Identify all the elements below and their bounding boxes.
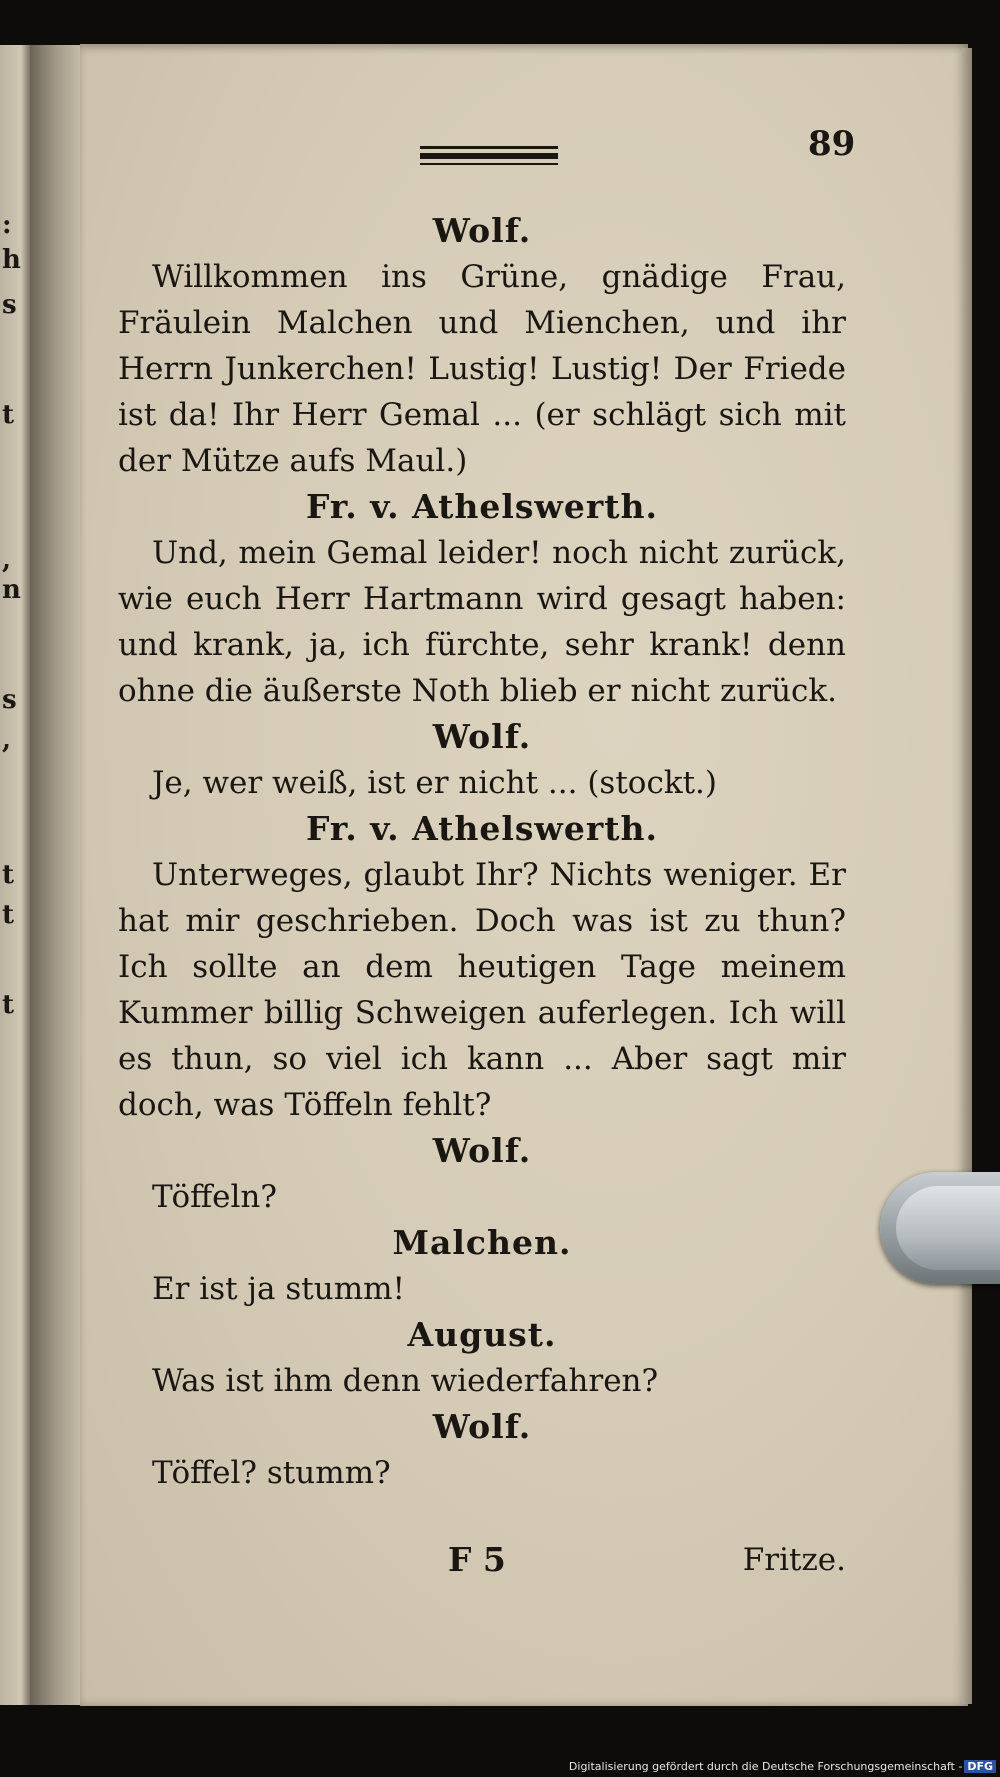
- speaker-heading: Fr. v. Athelswerth.: [306, 809, 658, 848]
- left-page-fragment: t: [2, 900, 15, 930]
- left-page-edge: [0, 45, 30, 1705]
- speaker-heading: Wolf.: [432, 1407, 532, 1446]
- speaker-heading: Wolf.: [432, 1131, 532, 1170]
- page-footer: [118, 1540, 846, 1590]
- speech-paragraph: Unterweges, glaubt Ihr? Nichts weniger. Er hat mir geschrieben. Doch was ist zu thun? Ich sollte an dem heutigen Tage meinem Kummer billig Schweigen auferlegen. Ich will es thun, so viel ich kann ... Aber sagt mir doch, was Töffeln fehlt?: [118, 857, 846, 1123]
- page-edge: [962, 48, 972, 1704]
- play-text: [118, 208, 846, 1496]
- header-rule: [420, 146, 558, 169]
- left-page-fragment: n: [2, 575, 21, 605]
- speech-paragraph: Er ist ja stumm!: [152, 1271, 405, 1307]
- speaker-heading: Wolf.: [432, 211, 532, 250]
- speaker-heading: Wolf.: [432, 717, 532, 756]
- speaker-heading: Fr. v. Athelswerth.: [306, 487, 658, 526]
- speech-paragraph: Und, mein Gemal leider! noch nicht zurück, wie euch Herr Hartmann wird gesagt haben: und krank, ja, ich fürchte, sehr krank! denn ohne die äußerste Noth blieb er nicht zurück.: [118, 535, 846, 709]
- speaker-heading: Malchen.: [392, 1223, 572, 1262]
- left-page-fragment: s: [2, 290, 17, 320]
- digitization-credit: [569, 1760, 996, 1773]
- page-clip: [880, 1172, 1000, 1284]
- speaker-heading: August.: [407, 1315, 557, 1354]
- speech-paragraph: Töffeln?: [152, 1179, 278, 1215]
- page-number: 89: [808, 124, 856, 164]
- credit-text: Digitalisierung gefördert durch die Deutsche Forschungsgemeinschaft -: [568, 1760, 963, 1773]
- left-page-fragment: t: [2, 990, 15, 1020]
- catchword: Fritze.: [742, 1542, 846, 1578]
- left-page-fragment: :: [2, 210, 12, 240]
- speech-paragraph: Töffel? stumm?: [152, 1455, 391, 1491]
- page-clip-highlight: [896, 1186, 1000, 1270]
- signature-mark: F 5: [448, 1540, 506, 1579]
- speech-paragraph: Was ist ihm denn wiederfahren?: [152, 1363, 659, 1399]
- left-page-fragment: t: [2, 400, 15, 430]
- left-page-fragment: ,: [2, 725, 12, 755]
- left-page-fragment: h: [2, 245, 21, 275]
- left-page-fragment: s: [2, 685, 17, 715]
- left-page-fragment: t: [2, 860, 15, 890]
- left-page-text-fragments: [0, 45, 30, 1705]
- dfg-logo: DFG: [964, 1760, 996, 1773]
- speech-paragraph: Willkommen ins Grüne, gnädige Frau, Fräulein Malchen und Mienchen, und ihr Herrn Junkerchen! Lustig! Lustig! Der Friede ist da! Ihr Herr Gemal ... (er schlägt sich mit der Mütze aufs Maul.): [118, 259, 846, 479]
- speech-paragraph: Je, wer weiß, ist er nicht ... (stockt.): [152, 765, 718, 801]
- left-page-fragment: ,: [2, 545, 12, 575]
